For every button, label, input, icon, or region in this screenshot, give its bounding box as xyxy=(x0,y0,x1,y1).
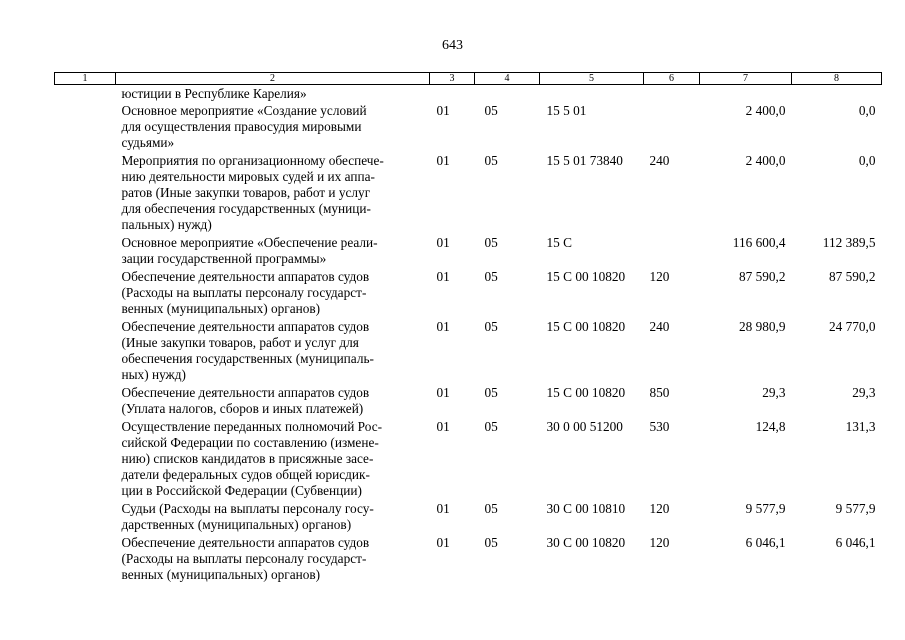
row-expense-type: 120 xyxy=(649,535,670,550)
row-amount-year-2: 87 590,2 xyxy=(828,269,876,284)
row-expense-type: 530 xyxy=(649,419,670,434)
row-description: Основное мероприятие «Обеспечение реали- зации государственной программы» xyxy=(121,235,378,266)
row-subsection: 05 xyxy=(484,501,498,516)
header-col-7: 7 xyxy=(700,73,792,85)
row-amount-year-2: 29,3 xyxy=(852,385,876,400)
row-amount-year-1: 6 046,1 xyxy=(745,535,786,550)
budget-table xyxy=(54,72,882,584)
header-col-6: 6 xyxy=(644,73,700,85)
row-amount-year-1: 2 400,0 xyxy=(745,103,786,118)
row-amount-year-2: 0,0 xyxy=(858,153,876,168)
header-col-4: 4 xyxy=(475,73,540,85)
header-col-1: 1 xyxy=(55,73,116,85)
row-target-article: 15 5 01 73840 xyxy=(546,153,623,168)
row-description: Мероприятия по организационному обеспече- нию деятельности мировых судей и их аппа- ратов (Иные закупки товаров, работ и услуг для обеспечения государственных (муници- пальных) нужд) xyxy=(121,153,384,232)
row-subsection: 05 xyxy=(484,103,498,118)
row-expense-type xyxy=(644,234,700,268)
row-number-cell xyxy=(55,418,116,500)
column-number-header xyxy=(55,73,882,85)
row-expense-type xyxy=(644,102,700,152)
table-row xyxy=(55,268,882,318)
row-number-cell xyxy=(55,384,116,418)
row-subsection: 05 xyxy=(484,385,498,400)
row-amount-year-2: 0,0 xyxy=(858,103,876,118)
row-section: 01 xyxy=(436,153,450,168)
row-target-article: 30 С 00 10820 xyxy=(546,535,626,550)
row-amount-year-2: 131,3 xyxy=(845,419,876,434)
row-number-cell xyxy=(55,318,116,384)
row-number-cell xyxy=(55,534,116,584)
table-row xyxy=(55,318,882,384)
table-row xyxy=(55,384,882,418)
row-section: 01 xyxy=(436,235,450,250)
row-amount-year-2: 6 046,1 xyxy=(835,535,876,550)
row-target-article: 30 0 00 51200 xyxy=(546,419,623,434)
row-amount-year-1: 116 600,4 xyxy=(732,235,786,250)
header-col-8: 8 xyxy=(792,73,882,85)
row-section: 01 xyxy=(436,535,450,550)
row-amount-year-1: 9 577,9 xyxy=(745,501,786,516)
row-amount-year-1: 87 590,2 xyxy=(738,269,786,284)
row-subsection: 05 xyxy=(484,235,498,250)
row-amount-year-1: 124,8 xyxy=(755,419,786,434)
row-subsection: 05 xyxy=(484,419,498,434)
row-target-article: 15 С 00 10820 xyxy=(546,319,626,334)
row-subsection: 05 xyxy=(484,269,498,284)
row-target-article: 15 5 01 xyxy=(546,103,587,118)
table-row xyxy=(55,102,882,152)
row-amount-year-2: 9 577,9 xyxy=(835,501,876,516)
row-amount-year-1: 29,3 xyxy=(762,385,786,400)
row-description: Основное мероприятие «Создание условий для осуществления правосудия мировыми судьями» xyxy=(121,103,367,150)
row-target-article: 15 С 00 10820 xyxy=(546,385,626,400)
row-amount-year-2: 112 389,5 xyxy=(822,235,876,250)
table-row xyxy=(55,152,882,234)
header-col-2: 2 xyxy=(116,73,430,85)
row-section: 01 xyxy=(436,385,450,400)
row-target-article: 30 С 00 10810 xyxy=(546,501,626,516)
row-section: 01 xyxy=(436,103,450,118)
row-number-cell xyxy=(55,234,116,268)
header-col-5: 5 xyxy=(540,73,644,85)
row-amount-year-1: 28 980,9 xyxy=(738,319,786,334)
header-col-3: 3 xyxy=(430,73,475,85)
row-subsection: 05 xyxy=(484,535,498,550)
row-section: 01 xyxy=(436,501,450,516)
continuation-text: юстиции в Республике Карелия» xyxy=(121,86,307,101)
row-description: Судьи (Расходы на выплаты персоналу госу- дарственных (муниципальных) органов) xyxy=(121,501,374,532)
row-description: Осуществление переданных полномочий Рос- сийской Федерации по составлению (измене- нию) списков кандидатов в присяжные засе- датели федеральных судов общей юрисдик- ции в Российской Федерации (Субвенции) xyxy=(121,419,383,498)
row-section: 01 xyxy=(436,269,450,284)
row-expense-type: 240 xyxy=(649,153,670,168)
row-number-cell xyxy=(55,500,116,534)
row-expense-type: 120 xyxy=(649,269,670,284)
table-row xyxy=(55,418,882,500)
row-description: Обеспечение деятельности аппаратов судов (Уплата налогов, сборов и иных платежей) xyxy=(121,385,370,416)
row-subsection: 05 xyxy=(484,153,498,168)
row-expense-type: 240 xyxy=(649,319,670,334)
table-row xyxy=(55,500,882,534)
row-number-cell xyxy=(55,268,116,318)
row-subsection: 05 xyxy=(484,319,498,334)
row-section: 01 xyxy=(436,419,450,434)
row-section: 01 xyxy=(436,319,450,334)
row-expense-type: 850 xyxy=(649,385,670,400)
row-target-article: 15 С 00 10820 xyxy=(546,269,626,284)
table-row xyxy=(55,534,882,584)
row-description: Обеспечение деятельности аппаратов судов (Иные закупки товаров, работ и услуг для обеспечения государственных (муниципаль- ных) нужд) xyxy=(121,319,374,382)
page-number: 643 xyxy=(442,38,463,53)
row-expense-type: 120 xyxy=(649,501,670,516)
row-target-article: 15 С xyxy=(546,235,572,250)
row-number-cell xyxy=(55,102,116,152)
row-amount-year-1: 2 400,0 xyxy=(745,153,786,168)
row-description: Обеспечение деятельности аппаратов судов (Расходы на выплаты персоналу государст- венных (муниципальных) органов) xyxy=(121,535,370,582)
table-row xyxy=(55,234,882,268)
row-number-cell xyxy=(55,152,116,234)
row-amount-year-2: 24 770,0 xyxy=(828,319,876,334)
continuation-row xyxy=(55,85,882,103)
row-description: Обеспечение деятельности аппаратов судов (Расходы на выплаты персоналу государст- венных (муниципальных) органов) xyxy=(121,269,370,316)
